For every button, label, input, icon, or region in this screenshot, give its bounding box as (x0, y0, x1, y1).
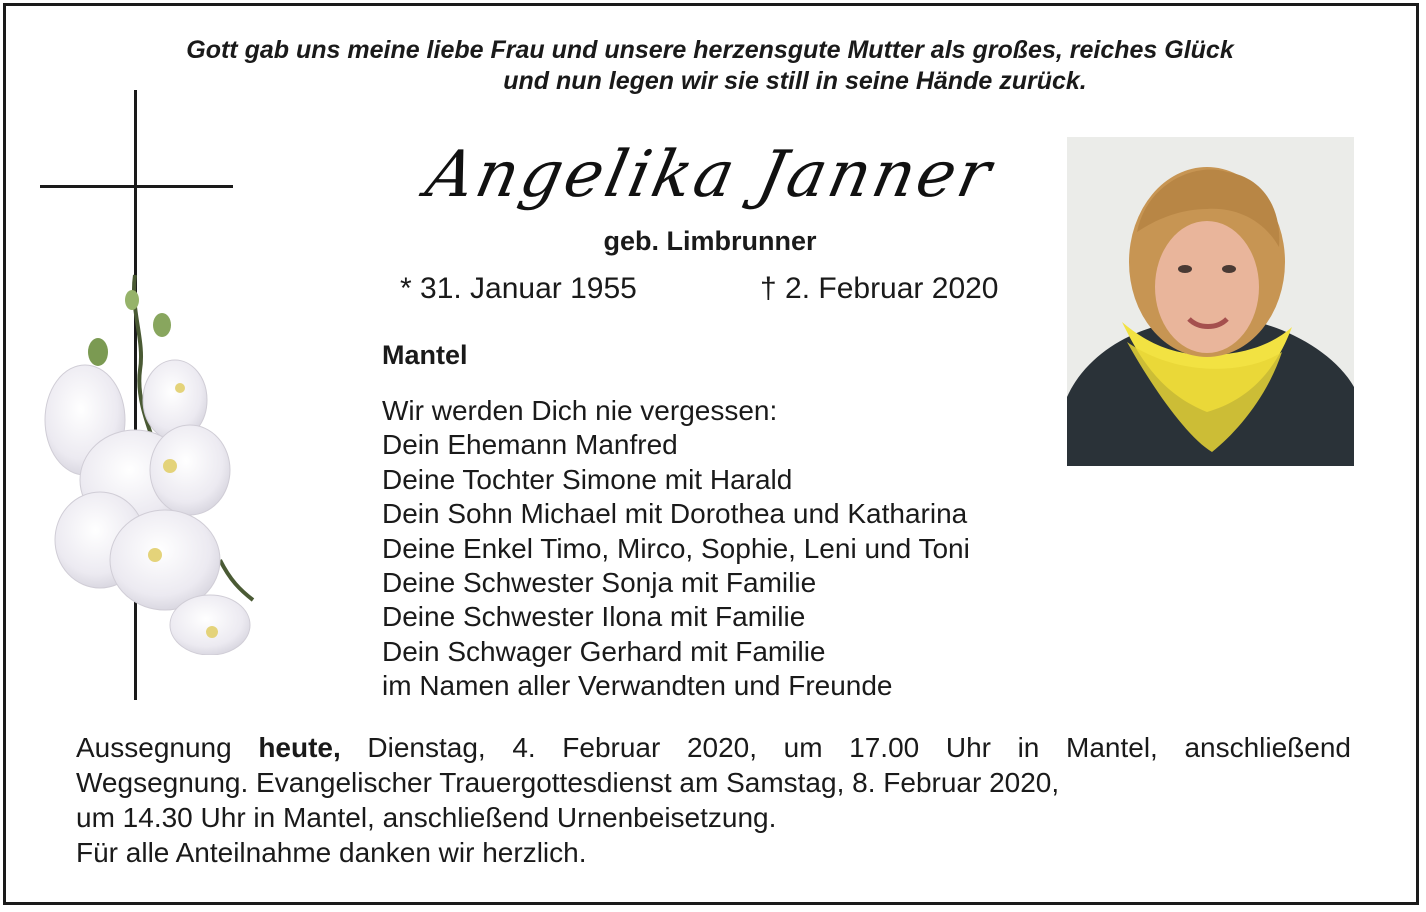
death-date: † 2. Februar 2020 (760, 272, 999, 305)
deceased-name: Angelika Janner (420, 138, 1000, 212)
cross-bar (40, 185, 233, 188)
mourners-line: im Namen aller Verwandten und Freunde (382, 670, 893, 702)
orchid-branch (40, 270, 255, 655)
mourners-line: Dein Ehemann Manfred (382, 429, 678, 461)
birth-date: * 31. Januar 1955 (400, 272, 637, 305)
motto-line-2: und nun legen wir sie still in seine Hände zurück. (503, 67, 1087, 95)
notice-line-3: um 14.30 Uhr in Mantel, anschließend Urnenbeisetzung. (76, 802, 777, 833)
service-notice (76, 730, 1351, 870)
mourners-line: Deine Tochter Simone mit Harald (382, 463, 793, 495)
notice-line-1: Aussegnung heute, Dienstag, 4. Februar 2020, um 17.00 Uhr in Mantel, anschließend (76, 732, 1351, 763)
birth-name: geb. Limbrunner (603, 226, 817, 256)
notice-line-2: Wegsegnung. Evangelischer Trauergottesdienst am Samstag, 8. Februar 2020, (76, 767, 1060, 798)
mourners-line: Deine Schwester Sonja mit Familie (382, 567, 817, 599)
motto-line-1: Gott gab uns meine liebe Frau und unsere herzensgute Mutter als großes, reiches Glück (186, 36, 1234, 64)
mourners-line: Dein Schwager Gerhard mit Familie (382, 635, 826, 667)
mourners-list (382, 394, 970, 704)
mourners-line: Deine Schwester Ilona mit Familie (382, 601, 806, 633)
portrait-photo (1067, 137, 1354, 466)
mourners-line: Deine Enkel Timo, Mirco, Sophie, Leni und Toni (382, 532, 970, 564)
notice-emphasis: heute, (258, 732, 341, 763)
mourners-line: Dein Sohn Michael mit Dorothea und Katharina (382, 498, 968, 530)
notice-line-4: Für alle Anteilnahme danken wir herzlich. (76, 837, 587, 868)
mourners-line: Wir werden Dich nie vergessen: (382, 395, 778, 426)
place-name: Mantel (382, 340, 468, 370)
